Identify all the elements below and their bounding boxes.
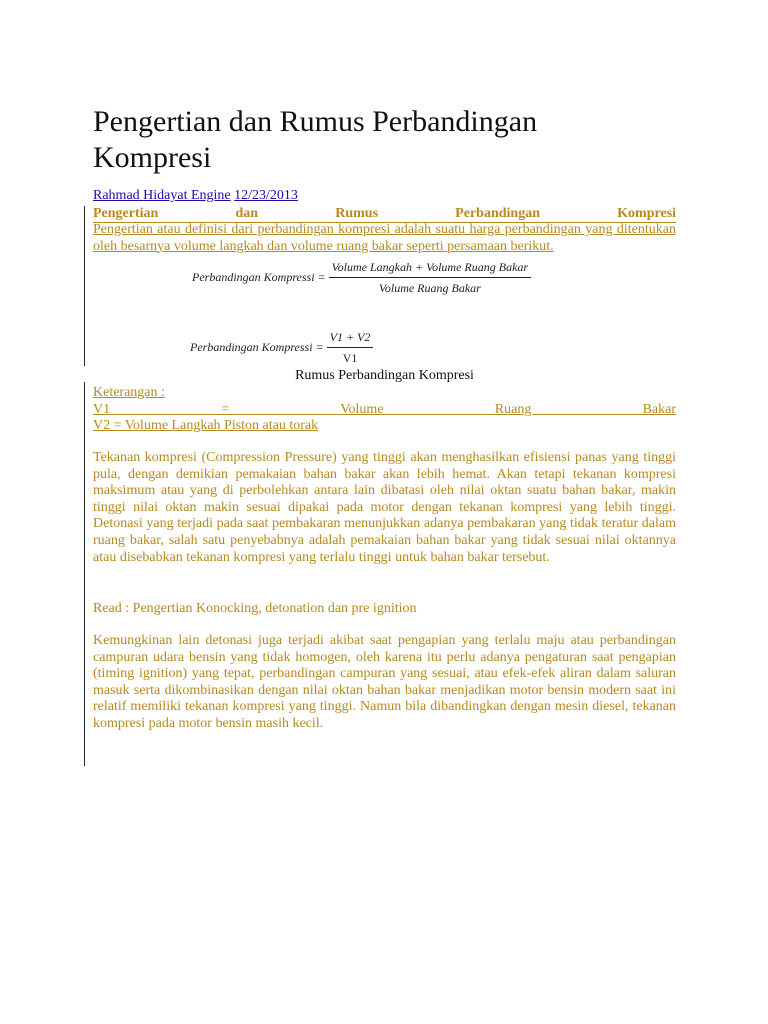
intro-paragraph: Pengertian atau definisi dari perbandingan kompresi adalah suatu harga perbandingan yang ditentukan oleh besarnya volume langkah dan volume ruang bakar seperti persamaan berikut. xyxy=(93,222,676,254)
page-title: Pengertian dan Rumus Perbandingan Kompresi xyxy=(93,105,538,174)
author-link[interactable]: Rahmad Hidayat Engine xyxy=(93,188,231,203)
compression-ratio-formula xyxy=(192,260,531,296)
paragraph-detonation: Kemungkinan lain detonasi juga terjadi akibat saat pengapian yang terlalu maju atau perbandingan campuran udara bensin yang tidak homogen, oleh karena itu perlu adanya pengaturan saat pengapian (timing ignition) yang tepat, perbandingan campuran yang sesuai, atau efek-efek aliran dalam saluran masuk serta dikombinasikan dengan nilai oktan bahan bakar menjadikan motor bensin modern saat ini relatif memiliki tekanan kompresi yang tinggi. Namun bila dibandingkan dengan mesin diesel, tekanan kompresi pada motor bensin masih kecil. xyxy=(93,633,676,731)
section-heading: Pengertian dan Rumus Perbandingan Kompresi xyxy=(93,206,676,221)
left-border-bar xyxy=(84,206,85,366)
keterangan-label: Keterangan : xyxy=(93,385,165,400)
keterangan-v2: V2 = Volume Langkah Piston atau torak xyxy=(93,418,319,433)
paragraph-compression-pressure: Tekanan kompresi (Compression Pressure) yang tinggi akan menghasilkan efisiensi panas yang tinggi pula, dengan demikian pemakaian bahan bakar akan lebih hemat. Akan tetapi tekanan kompresi maksimum atau yang di perbolehkan antara lain dibatasi oleh nilai oktan suatu bahan bakar, makin tinggi nilai oktan makin sesuai dipakai pada motor dengan tekanan kompresi yang lebih tinggi. Detonasi yang terjadi pada saat pembakaran menunjukkan adanya pembakaran yang tidak teratur dalam ruang bakar, salah satu penyebabnya adalah pemakaian bahan bakar yang tidak sesuai nilai oktannya atau disebabkan tekanan kompresi yang terlalu tinggi untuk bahan bakar tersebut. xyxy=(93,450,676,565)
keterangan-block xyxy=(93,385,676,435)
formula-fraction xyxy=(329,260,531,296)
compression-ratio-formula-v xyxy=(190,330,373,366)
formula-lhs: Perbandingan Kompressi = xyxy=(190,339,324,354)
formula-lhs: Perbandingan Kompressi = xyxy=(192,269,326,284)
formula-numerator: Volume Langkah + Volume Ruang Bakar xyxy=(329,260,531,278)
formula-fraction xyxy=(327,330,374,366)
formula-denominator: V1 xyxy=(342,351,358,365)
date-link[interactable]: 12/23/2013 xyxy=(234,188,298,203)
formula-denominator: Volume Ruang Bakar xyxy=(378,281,481,295)
byline xyxy=(93,187,298,205)
formula-caption: Rumus Perbandingan Kompresi xyxy=(295,368,474,383)
left-border-bar xyxy=(84,382,85,766)
keterangan-v1: V1 = Volume Ruang Bakar xyxy=(93,401,676,417)
formula-numerator: V1 + V2 xyxy=(327,330,374,348)
read-more-link[interactable]: Read : Pengertian Konocking, detonation dan pre ignition xyxy=(93,601,417,616)
